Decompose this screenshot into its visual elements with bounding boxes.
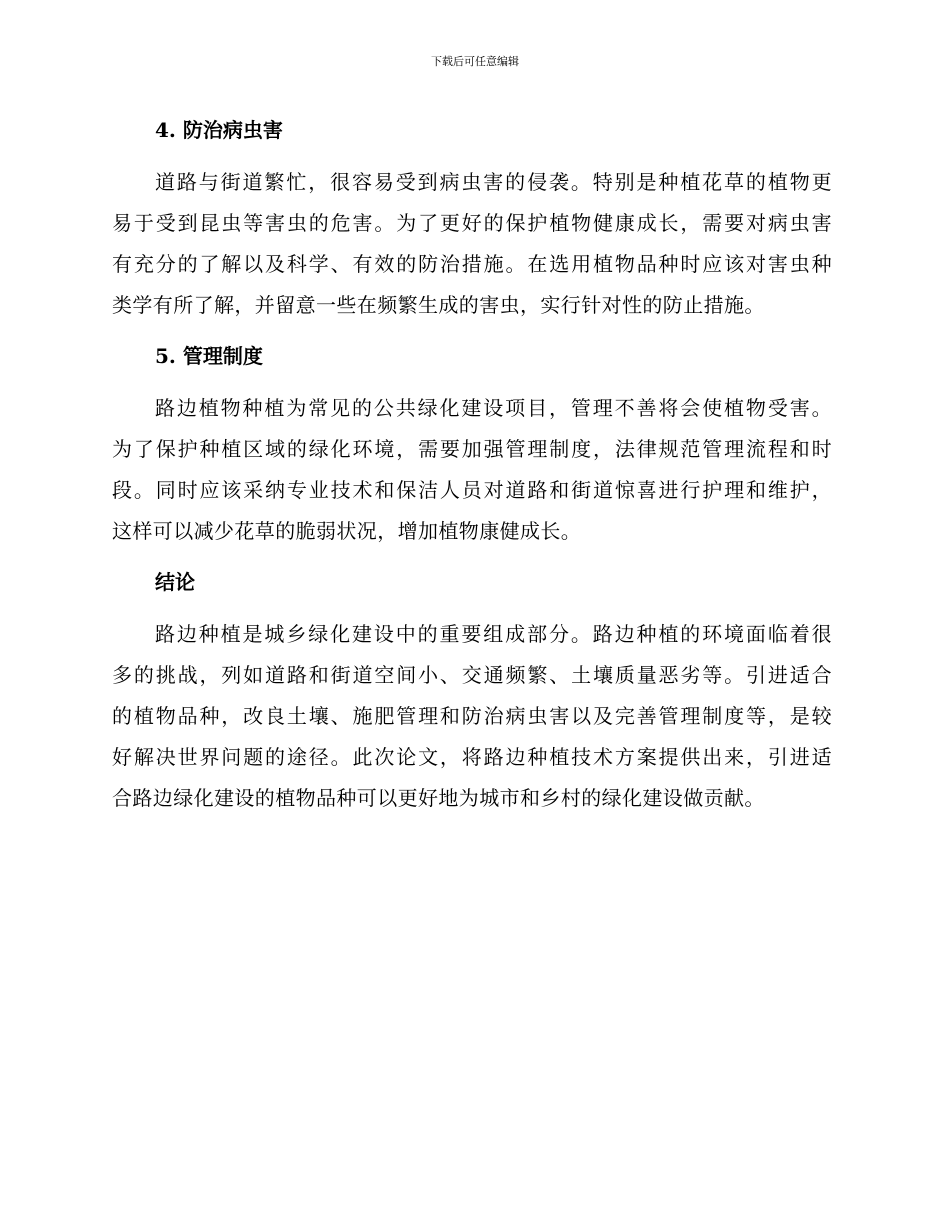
section-heading: 4. 防治病虫害 [155,118,283,142]
paragraph-line: 段。同时应该采纳专业技术和保洁人员对道路和街道惊喜进行护理和维护， [112,478,832,502]
paragraph-line: 这样可以减少花草的脆弱状况，增加植物康健成长。 [112,519,582,543]
section-pest-control [112,110,832,326]
section-heading: 5. 管理制度 [155,344,263,368]
paragraph-line: 路边植物种植为常见的公共绿化建设项目，管理不善将会使植物受害。 [155,396,832,420]
page-header-note: 下载后可任意编辑 [431,55,519,68]
paragraph-line: 道路与街道繁忙，很容易受到病虫害的侵袭。特别是种植花草的植物更 [155,170,832,194]
document-body [112,110,832,819]
paragraph [112,388,832,552]
paragraph-line: 好解决世界问题的途径。此次论文，将路边种植技术方案提供出来，引进适 [112,745,832,769]
paragraph [112,162,832,326]
paragraph-line: 有充分的了解以及科学、有效的防治措施。在选用植物品种时应该对害虫种 [112,252,832,276]
paragraph-line: 类学有所了解，并留意一些在频繁生成的害虫，实行针对性的防止措施。 [112,293,765,317]
paragraph-line: 为了保护种植区域的绿化环境，需要加强管理制度，法律规范管理流程和时 [112,437,832,461]
paragraph-line: 易于受到昆虫等害虫的危害。为了更好的保护植物健康成长，需要对病虫害 [112,211,832,235]
section-management-system [112,336,832,552]
paragraph-line: 多的挑战，列如道路和街道空间小、交通频繁、土壤质量恶劣等。引进适合 [112,663,832,687]
section-heading: 结论 [155,570,195,594]
section-conclusion [112,562,832,819]
paragraph [112,614,832,819]
paragraph-line: 合路边绿化建设的植物品种可以更好地为城市和乡村的绿化建设做贡献。 [112,786,765,810]
paragraph-line: 路边种植是城乡绿化建设中的重要组成部分。路边种植的环境面临着很 [155,622,832,646]
paragraph-line: 的植物品种，改良土壤、施肥管理和防治病虫害以及完善管理制度等，是较 [112,704,832,728]
